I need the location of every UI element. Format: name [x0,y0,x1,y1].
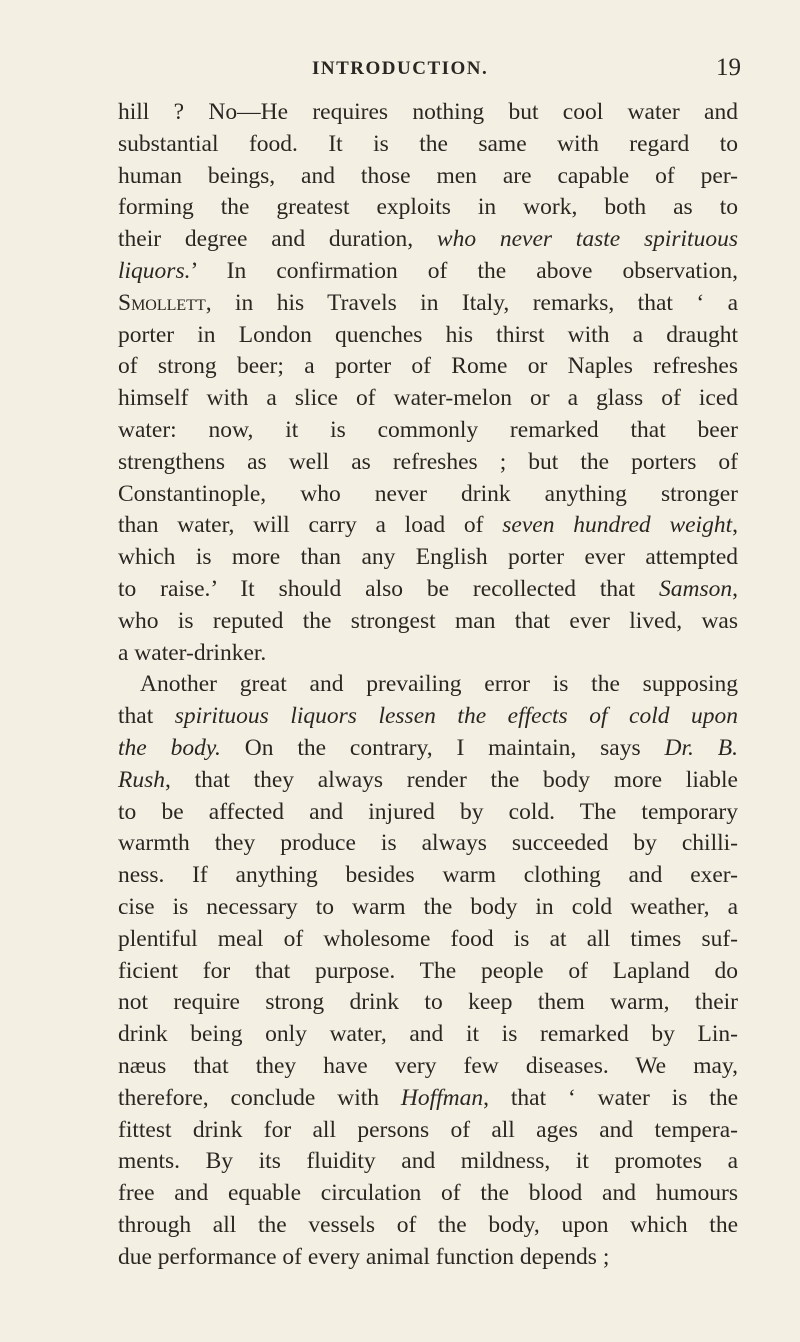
text-line [118,797,738,829]
text-run: drink being only water, and it is remarked by Lin- [118,1021,738,1048]
body-text [118,97,738,1273]
running-title: INTRODUCTION. [312,58,489,79]
text-line [118,1146,738,1178]
running-head [0,54,800,88]
text-run: Constantinople, who never drink anything stronger [118,480,738,507]
text-line [118,256,738,288]
text-line [118,669,738,701]
text-line [118,1115,738,1147]
text-run: a water-drinker. [118,639,267,666]
text-run: warmth they produce is always succeeded by chilli- [118,830,738,857]
text-line [118,606,738,638]
text-run: , in his Travels in Italy, remarks, that ‘ a [205,289,738,316]
text-line [118,288,738,320]
text-line [118,1051,738,1083]
text-run: , [732,575,738,602]
text-run: , that they always render the body more liable [165,766,738,793]
text-run: On the contrary, I maintain, says [220,734,665,761]
text-line [118,1019,738,1051]
italic-run: seven hundred weight [502,512,733,539]
italic-run: Dr. B. [664,734,738,761]
text-line [118,1242,738,1274]
text-run: plentiful meal of wholesome food is at all times suf- [118,925,738,952]
text-line [118,1210,738,1242]
text-line [118,510,738,542]
text-line [118,320,738,352]
text-line [118,924,738,956]
italic-run: who never taste spirituous [436,226,738,253]
text-line [118,860,738,892]
text-run: than water, will carry a load of [118,512,503,539]
text-run: due performance of every animal function depends ; [118,1243,610,1270]
text-run: that [118,703,175,730]
text-run: ness. If anything besides warm clothing and exer- [118,862,738,889]
text-line [118,765,738,797]
text-run: therefore, conclude with [118,1084,401,1111]
text-line [118,892,738,924]
text-run: cise is necessary to warm the body in cold weather, a [118,893,738,920]
text-line [118,479,738,511]
text-run: which is more than any English porter ever attempted [118,544,738,571]
italic-run: liquors. [118,257,191,284]
text-line [118,987,738,1019]
text-run: porter in London quenches his thirst with a draught [118,321,738,348]
text-run: himself with a slice of water-melon or a glass of iced [118,385,738,412]
text-line [118,161,738,193]
text-run: fittest drink for all persons of all ages and tempera- [118,1116,738,1143]
text-run: of strong beer; a porter of Rome or Naples refreshes [118,353,738,380]
text-run: ficient for that purpose. The people of Lapland do [118,957,738,984]
text-line [118,828,738,860]
page-number: 19 [716,54,741,81]
text-line [118,383,738,415]
text-run: strengthens as well as refreshes ; but the porters of [118,448,738,475]
text-run: not require strong drink to keep them warm, their [118,989,738,1016]
text-line [118,129,738,161]
text-run: free and equable circulation of the blood and humours [118,1180,738,1207]
italic-run: Hoffman [400,1084,484,1111]
italic-run: spirituous liquors lessen the effects of cold upon [174,703,738,730]
italic-run: Rush [118,766,165,793]
text-line [118,351,738,383]
text-run: næus that they have very few diseases. We may, [118,1052,738,1079]
text-run: human beings, and those men are capable of per- [118,162,738,189]
text-run: , [732,512,738,539]
text-run: hill ? No—He requires nothing but cool water and [118,99,738,125]
text-line [118,224,738,256]
text-run: forming the greatest exploits in work, both as to [118,194,738,221]
text-run: to be affected and injured by cold. The temporary [118,798,738,825]
text-line [118,638,738,670]
text-line [118,97,738,129]
text-run: water: now, it is commonly remarked that beer [118,416,738,443]
text-line [118,542,738,574]
small-caps-run: Smollett [118,289,206,316]
text-run: ments. By its fluidity and mildness, it promotes a [118,1148,738,1175]
text-run: through all the vessels of the body, upon which the [118,1211,738,1238]
italic-run: Samson [659,575,733,602]
text-line [118,192,738,224]
text-run: ’ In confirmation of the above observation, [190,257,738,284]
text-run: , that ‘ water is the [483,1084,738,1111]
text-run: who is reputed the strongest man that ever lived, was [118,607,738,634]
text-line [118,574,738,606]
text-line [118,733,738,765]
text-line [118,447,738,479]
text-run: Another great and prevailing error is the supposing [140,671,738,698]
text-run: their degree and duration, [118,226,437,253]
text-run: to raise.’ It should also be recollected that [118,575,659,602]
text-line [118,701,738,733]
text-line [118,956,738,988]
text-line [118,1178,738,1210]
text-line [118,415,738,447]
italic-run: the body. [118,734,221,761]
text-run: substantial food. It is the same with regard to [118,130,738,157]
text-line [118,1083,738,1115]
